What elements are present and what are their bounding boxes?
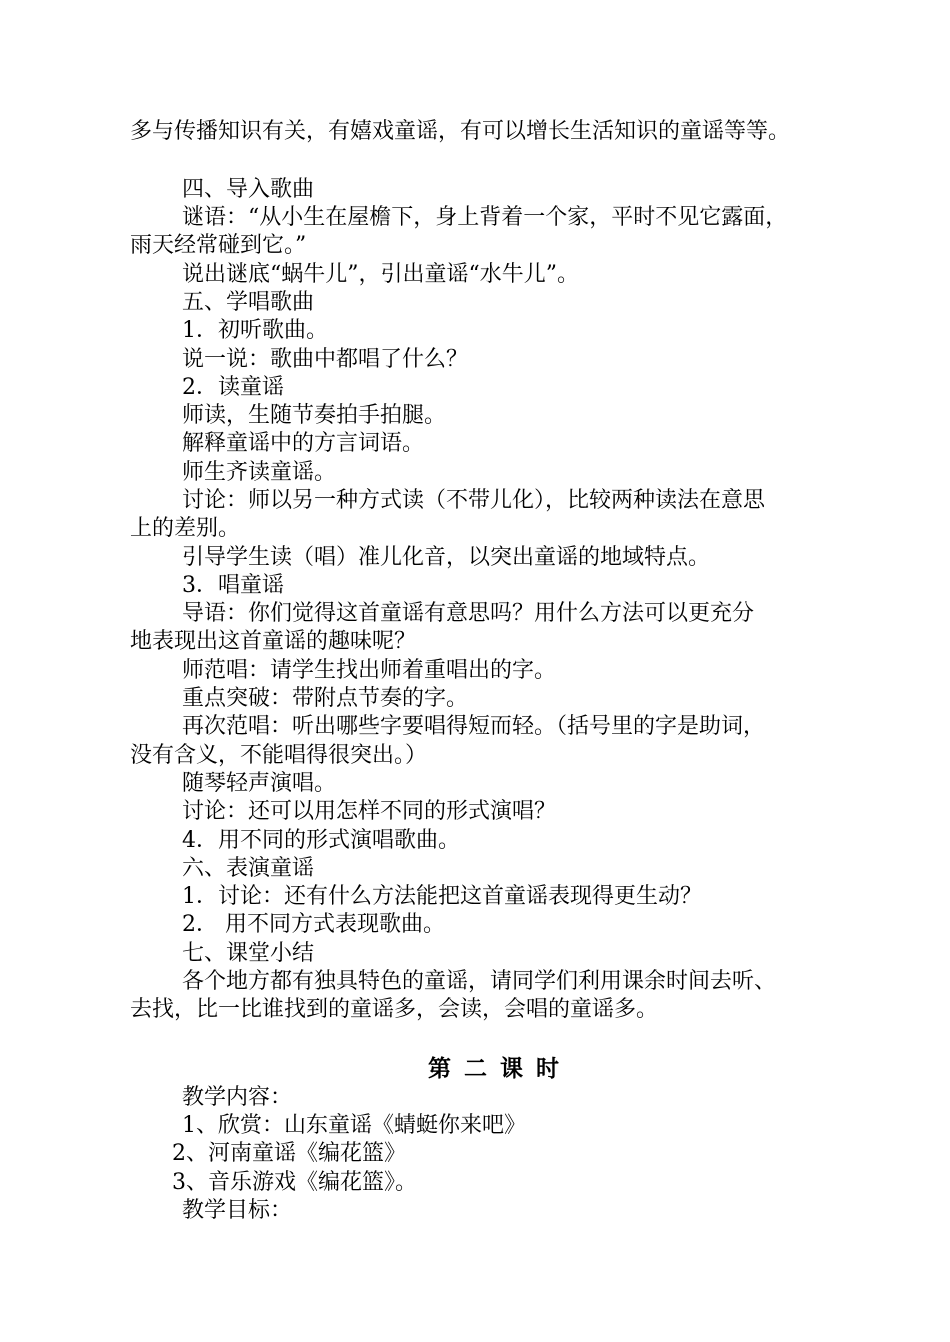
text-line: 1．初听歌曲。 — [182, 318, 328, 343]
text-line: 上的差别。 — [130, 516, 241, 541]
section-heading: 六、表演童谣 — [182, 856, 315, 881]
text-line: 去找，比一比谁找到的童谣多，会读，会唱的童谣多。 — [130, 997, 659, 1022]
text-line: 雨天经常碰到它。” — [130, 233, 307, 258]
text-line: 4．用不同的形式演唱歌曲。 — [182, 828, 460, 853]
text-line: 教学内容： — [182, 1085, 293, 1110]
lesson-title: 第二课时 — [428, 1055, 572, 1082]
text-line: 地表现出这首童谣的趣味呢？ — [130, 629, 417, 654]
text-line: 引导学生读（唱）准儿化音，以突出童谣的地域特点。 — [182, 545, 711, 570]
text-line: 重点突破：带附点节奏的字。 — [182, 686, 469, 711]
text-line: 说一说：歌曲中都唱了什么？ — [182, 347, 469, 372]
text-line: 没有含义，不能唱得很突出。） — [130, 743, 428, 768]
text-line: 讨论：师以另一种方式读（不带儿化），比较两种读法在意思 — [182, 488, 766, 513]
section-heading: 四、导入歌曲 — [182, 177, 315, 202]
text-line: 说出谜底“蜗牛儿”，引出童谣“水牛儿”。 — [182, 262, 579, 287]
text-line: 讨论：还可以用怎样不同的形式演唱？ — [182, 799, 557, 824]
text-line: 2． 用不同方式表现歌曲。 — [182, 912, 445, 937]
text-line: 导语：你们觉得这首童谣有意思吗？用什么方法可以更充分 — [182, 601, 755, 626]
text-line: 1．讨论：还有什么方法能把这首童谣表现得更生动？ — [182, 884, 702, 909]
text-line: 再次范唱：听出哪些字要唱得短而轻。（括号里的字是助词， — [182, 714, 766, 739]
text-line: 3．唱童谣 — [182, 573, 284, 598]
text-line: 2、河南童谣《编花篮》 — [172, 1141, 406, 1166]
text-line: 师生齐读童谣。 — [182, 460, 337, 485]
text-line: 解释童谣中的方言词语。 — [182, 431, 425, 456]
text-line: 谜语：“从小生在屋檐下，身上背着一个家，平时不见它露面， — [182, 205, 788, 230]
section-heading: 五、学唱歌曲 — [182, 290, 315, 315]
text-line: 师读，生随节奏拍手拍腿。 — [182, 403, 447, 428]
text-line: 多与传播知识有关，有嬉戏童谣，有可以增长生活知识的童谣等等。 — [130, 119, 791, 144]
text-line: 2．读童谣 — [182, 375, 284, 400]
text-line: 3、音乐游戏《编花篮》。 — [172, 1170, 417, 1195]
text-line: 师范唱：请学生找出师着重唱出的字。 — [182, 658, 557, 683]
section-heading: 七、课堂小结 — [182, 941, 315, 966]
text-line: 各个地方都有独具特色的童谣，请同学们利用课余时间去听、 — [182, 969, 777, 994]
text-line: 教学目标： — [182, 1198, 293, 1223]
text-line: 随琴轻声演唱。 — [182, 771, 337, 796]
text-line: 1、欣赏：山东童谣《蜻蜓你来吧》 — [182, 1113, 526, 1138]
